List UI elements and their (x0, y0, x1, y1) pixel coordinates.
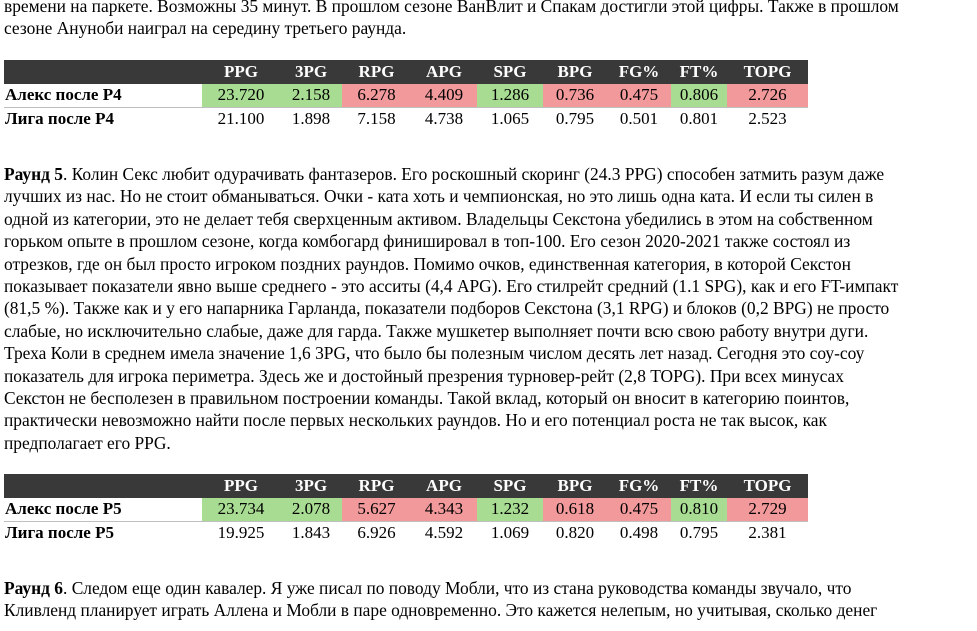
stat-cell: 23.720 (202, 84, 280, 107)
stat-cell: 0.475 (607, 84, 671, 107)
intro-paragraph (4, 0, 976, 40)
stat-cell: 0.810 (671, 498, 727, 521)
round5-paragraph (4, 163, 976, 454)
stat-cell: 0.820 (555, 522, 595, 542)
stat-cell: 1.065 (490, 108, 530, 128)
stat-cell: 0.498 (619, 522, 659, 542)
stat-cell: 5.627 (342, 498, 411, 521)
round-heading: Раунд 5 (4, 164, 63, 184)
header-cell-spg: SPG (477, 60, 543, 84)
header-cell-rpg: RPG (342, 474, 411, 498)
header-cell-apg: APG (411, 60, 477, 84)
table-row-alex (4, 84, 808, 107)
stat-cell: 2.726 (727, 84, 808, 107)
round6-paragraph (4, 577, 976, 622)
stat-cell: 4.592 (424, 522, 464, 542)
stat-cell: 6.278 (342, 84, 411, 107)
stat-cell: 1.286 (477, 84, 543, 107)
header-cell-empty (4, 60, 202, 84)
row-label: Лига после Р4 (5, 108, 114, 128)
stat-cell: 0.806 (671, 84, 727, 107)
row-label: Алекс после Р4 (4, 84, 202, 107)
header-cell-ppg: PPG (202, 60, 280, 84)
stat-cell: 1.232 (477, 498, 543, 521)
stat-cell: 4.409 (411, 84, 477, 107)
header-cell-ft-pct: FT% (671, 474, 727, 498)
row-label: Лига после Р5 (5, 522, 114, 542)
stat-cell: 6.926 (357, 522, 396, 542)
header-cell-topg: TOPG (727, 60, 808, 84)
header-cell-3pg: 3PG (280, 60, 342, 84)
stat-cell: 2.523 (748, 108, 787, 128)
stats-table-p4 (4, 60, 808, 130)
stat-cell: 23.734 (202, 498, 280, 521)
stat-cell: 0.501 (619, 108, 659, 128)
header-cell-bpg: BPG (543, 60, 607, 84)
stat-cell: 19.925 (217, 522, 265, 542)
stat-cell: 2.381 (748, 522, 787, 542)
stat-cell: 1.843 (291, 522, 331, 542)
table-row-league (4, 521, 808, 544)
text-line: Кливленд планирует играть Аллена и Мобли в паре одновременно. Это кажется нелепым, но учитывая, сколько денег (4, 600, 878, 621)
text-line: показывает показатели явно выше среднего - это асситы (4,4 APG). Его стилрейт средний (1.1 SPG), как и его FT-импакт (4, 276, 899, 297)
text-line: практически невозможно найти после первых нескольких раундов. Но и его потенциал роста не так высок, как (4, 410, 827, 431)
text-line: лучших из нас. Но не стоит обманываться. Очки - ката хоть и чемпионская, но это лишь одна ката. И если ты силен в (4, 186, 874, 207)
table-row-league (4, 107, 808, 130)
text-line: Треха Коли в среднем имела значение 1,6 3PG, что было бы полезным числом десять лет назад. Сегодня это соу-соу (4, 343, 865, 364)
header-cell-fg-pct: FG% (607, 60, 671, 84)
text-line: (81,5 %). Также как и у его напарника Гарланда, показатели подборов Секстона (3,1 RPG) и блоков (0,2 BPG) не просто (4, 298, 890, 319)
round-heading: Раунд 6 (4, 578, 63, 598)
stat-cell: 0.795 (555, 108, 595, 128)
header-cell-apg: APG (411, 474, 477, 498)
text-line (4, 577, 976, 599)
stat-cell: 2.729 (727, 498, 808, 521)
stat-cell: 1.069 (490, 522, 530, 542)
stats-table-p5 (4, 474, 808, 544)
stat-cell: 0.801 (679, 108, 719, 128)
header-cell-fg-pct: FG% (607, 474, 671, 498)
text-line: сезоне Ануноби наиграл на середину третьего раунда. (4, 18, 407, 39)
header-cell-3pg: 3PG (280, 474, 342, 498)
stat-cell: 21.100 (217, 108, 265, 128)
text-line: горьком опыте в прошлом сезоне, когда комбогард финишировал в топ-100. Его сезон 2020-2021 также состоял из (4, 231, 851, 252)
text-span: . Колин Секс любит одурачивать фантазеров. Его роскошный скоринг (24.3 PPG) способен затмить разум даже (63, 164, 885, 184)
stat-cell: 1.898 (291, 108, 331, 128)
header-cell-rpg: RPG (342, 60, 411, 84)
stat-cell: 0.795 (679, 522, 719, 542)
header-cell-bpg: BPG (543, 474, 607, 498)
header-cell-ft-pct: FT% (671, 60, 727, 84)
text-line: времени на паркете. Возможны 35 минут. В прошлом сезоне ВанВлит и Спакам достигли этой цифры. Также в прошлом (4, 0, 899, 16)
stat-cell: 7.158 (357, 108, 396, 128)
text-line: предполагает его PPG. (4, 432, 171, 453)
text-line (4, 163, 976, 185)
table-header-row (4, 60, 808, 84)
text-line: слабые, но исключительно слабые, даже для гарда. Также мушкетер выполняет почти всю свою работу внутри дуги. (4, 320, 869, 341)
stat-cell: 2.078 (280, 498, 342, 521)
table-header-row (4, 474, 808, 498)
header-cell-ppg: PPG (202, 474, 280, 498)
stat-cell: 0.475 (607, 498, 671, 521)
header-cell-spg: SPG (477, 474, 543, 498)
stat-cell: 4.738 (424, 108, 464, 128)
text-line: отрезков, где он был просто игроком поздних раундов. Помимо очков, единственная категория, в которой Секстон (4, 253, 851, 274)
row-label: Алекс после Р5 (4, 498, 202, 521)
text-span: . Следом еще один кавалер. Я уже писал по поводу Мобли, что из стана руководства команды звучало, что (63, 578, 852, 598)
stat-cell: 0.618 (543, 498, 607, 521)
stat-cell: 2.158 (280, 84, 342, 107)
text-line: Секстон не бесполезен в правильном построении команды. Такой вклад, который он вносит в категорию поинтов, (4, 388, 850, 409)
header-cell-topg: TOPG (727, 474, 808, 498)
table-row-alex (4, 498, 808, 521)
text-line: одной из категории, это не делает тебя сверхценным активом. Владельцы Секстона убедились в этом на собственном (4, 208, 873, 229)
text-line: показатель для игрока периметра. Здесь же и достойный презрения турновер-рейт (2,8 TOPG). При всех минусах (4, 365, 844, 386)
stat-cell: 4.343 (411, 498, 477, 521)
header-cell-empty (4, 474, 202, 498)
stat-cell: 0.736 (543, 84, 607, 107)
